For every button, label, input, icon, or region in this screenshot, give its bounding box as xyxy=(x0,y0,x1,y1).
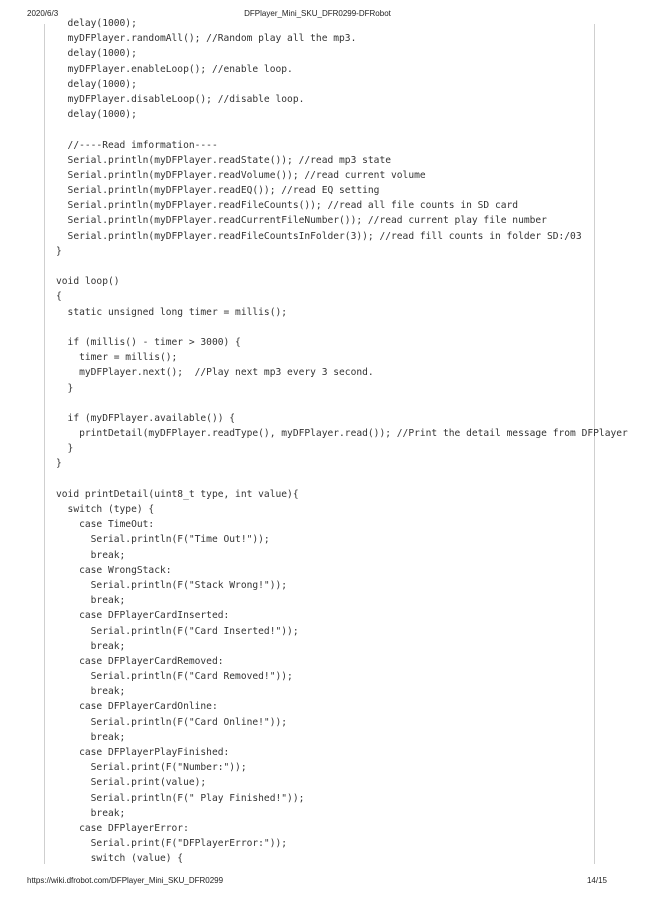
code-line: Serial.println(F("Card Online!")); xyxy=(56,716,288,728)
code-line: case DFPlayerCardInserted: xyxy=(56,610,230,622)
code-line: Serial.println(myDFPlayer.readFileCountsInFolder(3)); //read fill counts in folder SD:/03 xyxy=(56,230,582,242)
code-line: if (myDFPlayer.available()) { xyxy=(56,412,236,424)
page-header-title: DFPlayer_Mini_SKU_DFR0299-DFRobot xyxy=(244,9,391,18)
code-line: Serial.println(F("Card Removed!")); xyxy=(56,671,293,683)
code-line xyxy=(56,320,656,335)
code-line: myDFPlayer.randomAll(); //Random play all the mp3. xyxy=(56,33,357,45)
code-line: myDFPlayer.enableLoop(); //enable loop. xyxy=(56,63,293,75)
code-line: } xyxy=(56,458,62,470)
code-line: break; xyxy=(56,807,126,819)
code-line: case DFPlayerCardOnline: xyxy=(56,701,218,713)
code-line: //----Read imformation---- xyxy=(56,139,218,151)
code-line: void printDetail(uint8_t type, int value){ xyxy=(56,488,299,500)
code-line: Serial.println(F(" Play Finished!")); xyxy=(56,792,305,804)
code-line: void loop() xyxy=(56,276,120,288)
code-line: } xyxy=(56,245,62,257)
code-line: Serial.println(myDFPlayer.readState()); //read mp3 state xyxy=(56,154,392,166)
code-line: static unsigned long timer = millis(); xyxy=(56,306,288,318)
code-line: myDFPlayer.next(); //Play next mp3 every 3 second. xyxy=(56,367,374,379)
code-line: break; xyxy=(56,686,126,698)
code-block xyxy=(44,18,628,865)
code-line: switch (value) { xyxy=(56,853,184,865)
code-line: Serial.println(myDFPlayer.readFileCounts()); //read all file counts in SD card xyxy=(56,200,519,212)
code-line: case DFPlayerPlayFinished: xyxy=(56,747,230,758)
code-line: } xyxy=(56,382,74,394)
code-line: Serial.println(myDFPlayer.readVolume()); //read current volume xyxy=(56,169,426,181)
code-line: break; xyxy=(56,731,126,743)
code-line: Serial.print(F("DFPlayerError:")); xyxy=(56,838,288,850)
code-line: Serial.println(myDFPlayer.readEQ()); //read EQ setting xyxy=(56,185,380,197)
code-line: case TimeOut: xyxy=(56,519,155,531)
code-line: Serial.println(F("Time Out!")); xyxy=(56,534,270,546)
code-line: delay(1000); xyxy=(56,18,137,29)
code-line: } xyxy=(56,443,74,455)
code-line: switch (type) { xyxy=(56,504,155,515)
code-line: break; xyxy=(56,640,126,652)
code-line: case DFPlayerError: xyxy=(56,822,189,834)
code-line: delay(1000); xyxy=(56,109,137,121)
code-line: delay(1000); xyxy=(56,78,137,90)
code-line: Serial.print(value); xyxy=(56,777,207,789)
page-footer-url: https://wiki.dfrobot.com/DFPlayer_Mini_SKU_DFR0299 xyxy=(27,876,224,885)
code-line: Serial.println(F("Stack Wrong!")); xyxy=(56,579,288,591)
code-line xyxy=(56,122,656,137)
code-line: Serial.println(myDFPlayer.readCurrentFileNumber()); //read current play file number xyxy=(56,215,547,227)
code-line xyxy=(56,259,656,274)
code-line: { xyxy=(56,291,62,303)
code-line: delay(1000); xyxy=(56,48,137,60)
code-line xyxy=(56,472,656,487)
page-number: 14/15 xyxy=(586,876,607,885)
code-line: break; xyxy=(56,595,126,607)
code-line: case WrongStack: xyxy=(56,564,172,576)
code-line: case DFPlayerCardRemoved: xyxy=(56,655,224,667)
code-line: myDFPlayer.disableLoop(); //disable loop. xyxy=(56,93,305,105)
code-line: if (millis() - timer > 3000) { xyxy=(56,336,241,348)
code-line: timer = millis(); xyxy=(56,352,178,364)
code-line: Serial.println(F("Card Inserted!")); xyxy=(56,625,299,637)
page-header-date: 2020/6/3 xyxy=(27,9,59,18)
code-line: break; xyxy=(56,549,126,561)
code-line: Serial.print(F("Number:")); xyxy=(56,762,247,774)
code-listing xyxy=(56,16,656,867)
code-line xyxy=(56,396,656,411)
code-line: printDetail(myDFPlayer.readType(), myDFPlayer.read()); //Print the detail message from DFPlayer xyxy=(56,428,628,440)
